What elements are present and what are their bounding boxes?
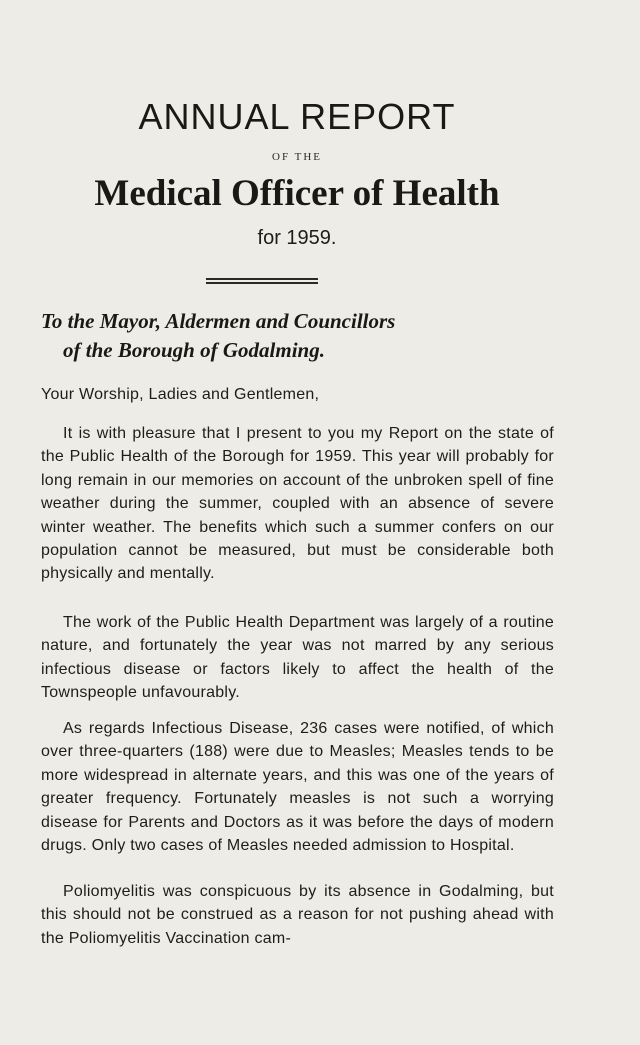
paragraph-text: It is with pleasure that I present to you my Report on the state of the Public Health of the Borough for 1959. This year will probably for long remain in our memories on account of the unbroken spell of fine weather during the summer, coupled with an absence of severe winter weather. The benefits which such a summer confers on our population cannot be measured, but must be considerable both physically and mentally. (41, 425, 554, 583)
paragraph-2 (41, 611, 554, 705)
salutation: Your Worship, Ladies and Gentlemen, (41, 386, 320, 403)
report-subtitle: Medical Officer of Health (94, 173, 500, 214)
paragraph-4 (41, 880, 554, 950)
address-block (41, 307, 561, 365)
address-line-2: of the Borough of Godalming. (63, 338, 325, 362)
paragraph-text: Poliomyelitis was conspicuous by its absence in Godalming, but this should not be construed as a reason for not pushing ahead with the Poliomyelitis Vaccination cam- (41, 883, 554, 947)
paragraph-text: As regards Infectious Disease, 236 cases were notified, of which over three-quarters (188) were due to Measles; Measles tends to be more widespread in alternate years, and this was one of the years of greater frequency. Fortunately measles is not such a worrying disease for Parents and Doctors as it was before the days of modern drugs. Only two cases of Measles needed admission to Hospital. (41, 720, 554, 855)
report-of-the: OF THE (272, 151, 322, 163)
double-rule-divider (206, 278, 318, 284)
address-line-1: To the Mayor, Aldermen and Councillors (41, 309, 396, 333)
paragraph-text: The work of the Public Health Department was largely of a routine nature, and fortunately the year was not marred by any serious infectious disease or factors likely to affect the health of the Townspeople unfavourably. (41, 614, 554, 702)
report-year: for 1959. (257, 227, 337, 249)
report-title: ANNUAL REPORT (138, 96, 456, 137)
paragraph-3 (41, 717, 554, 857)
paragraph-1 (41, 422, 554, 586)
